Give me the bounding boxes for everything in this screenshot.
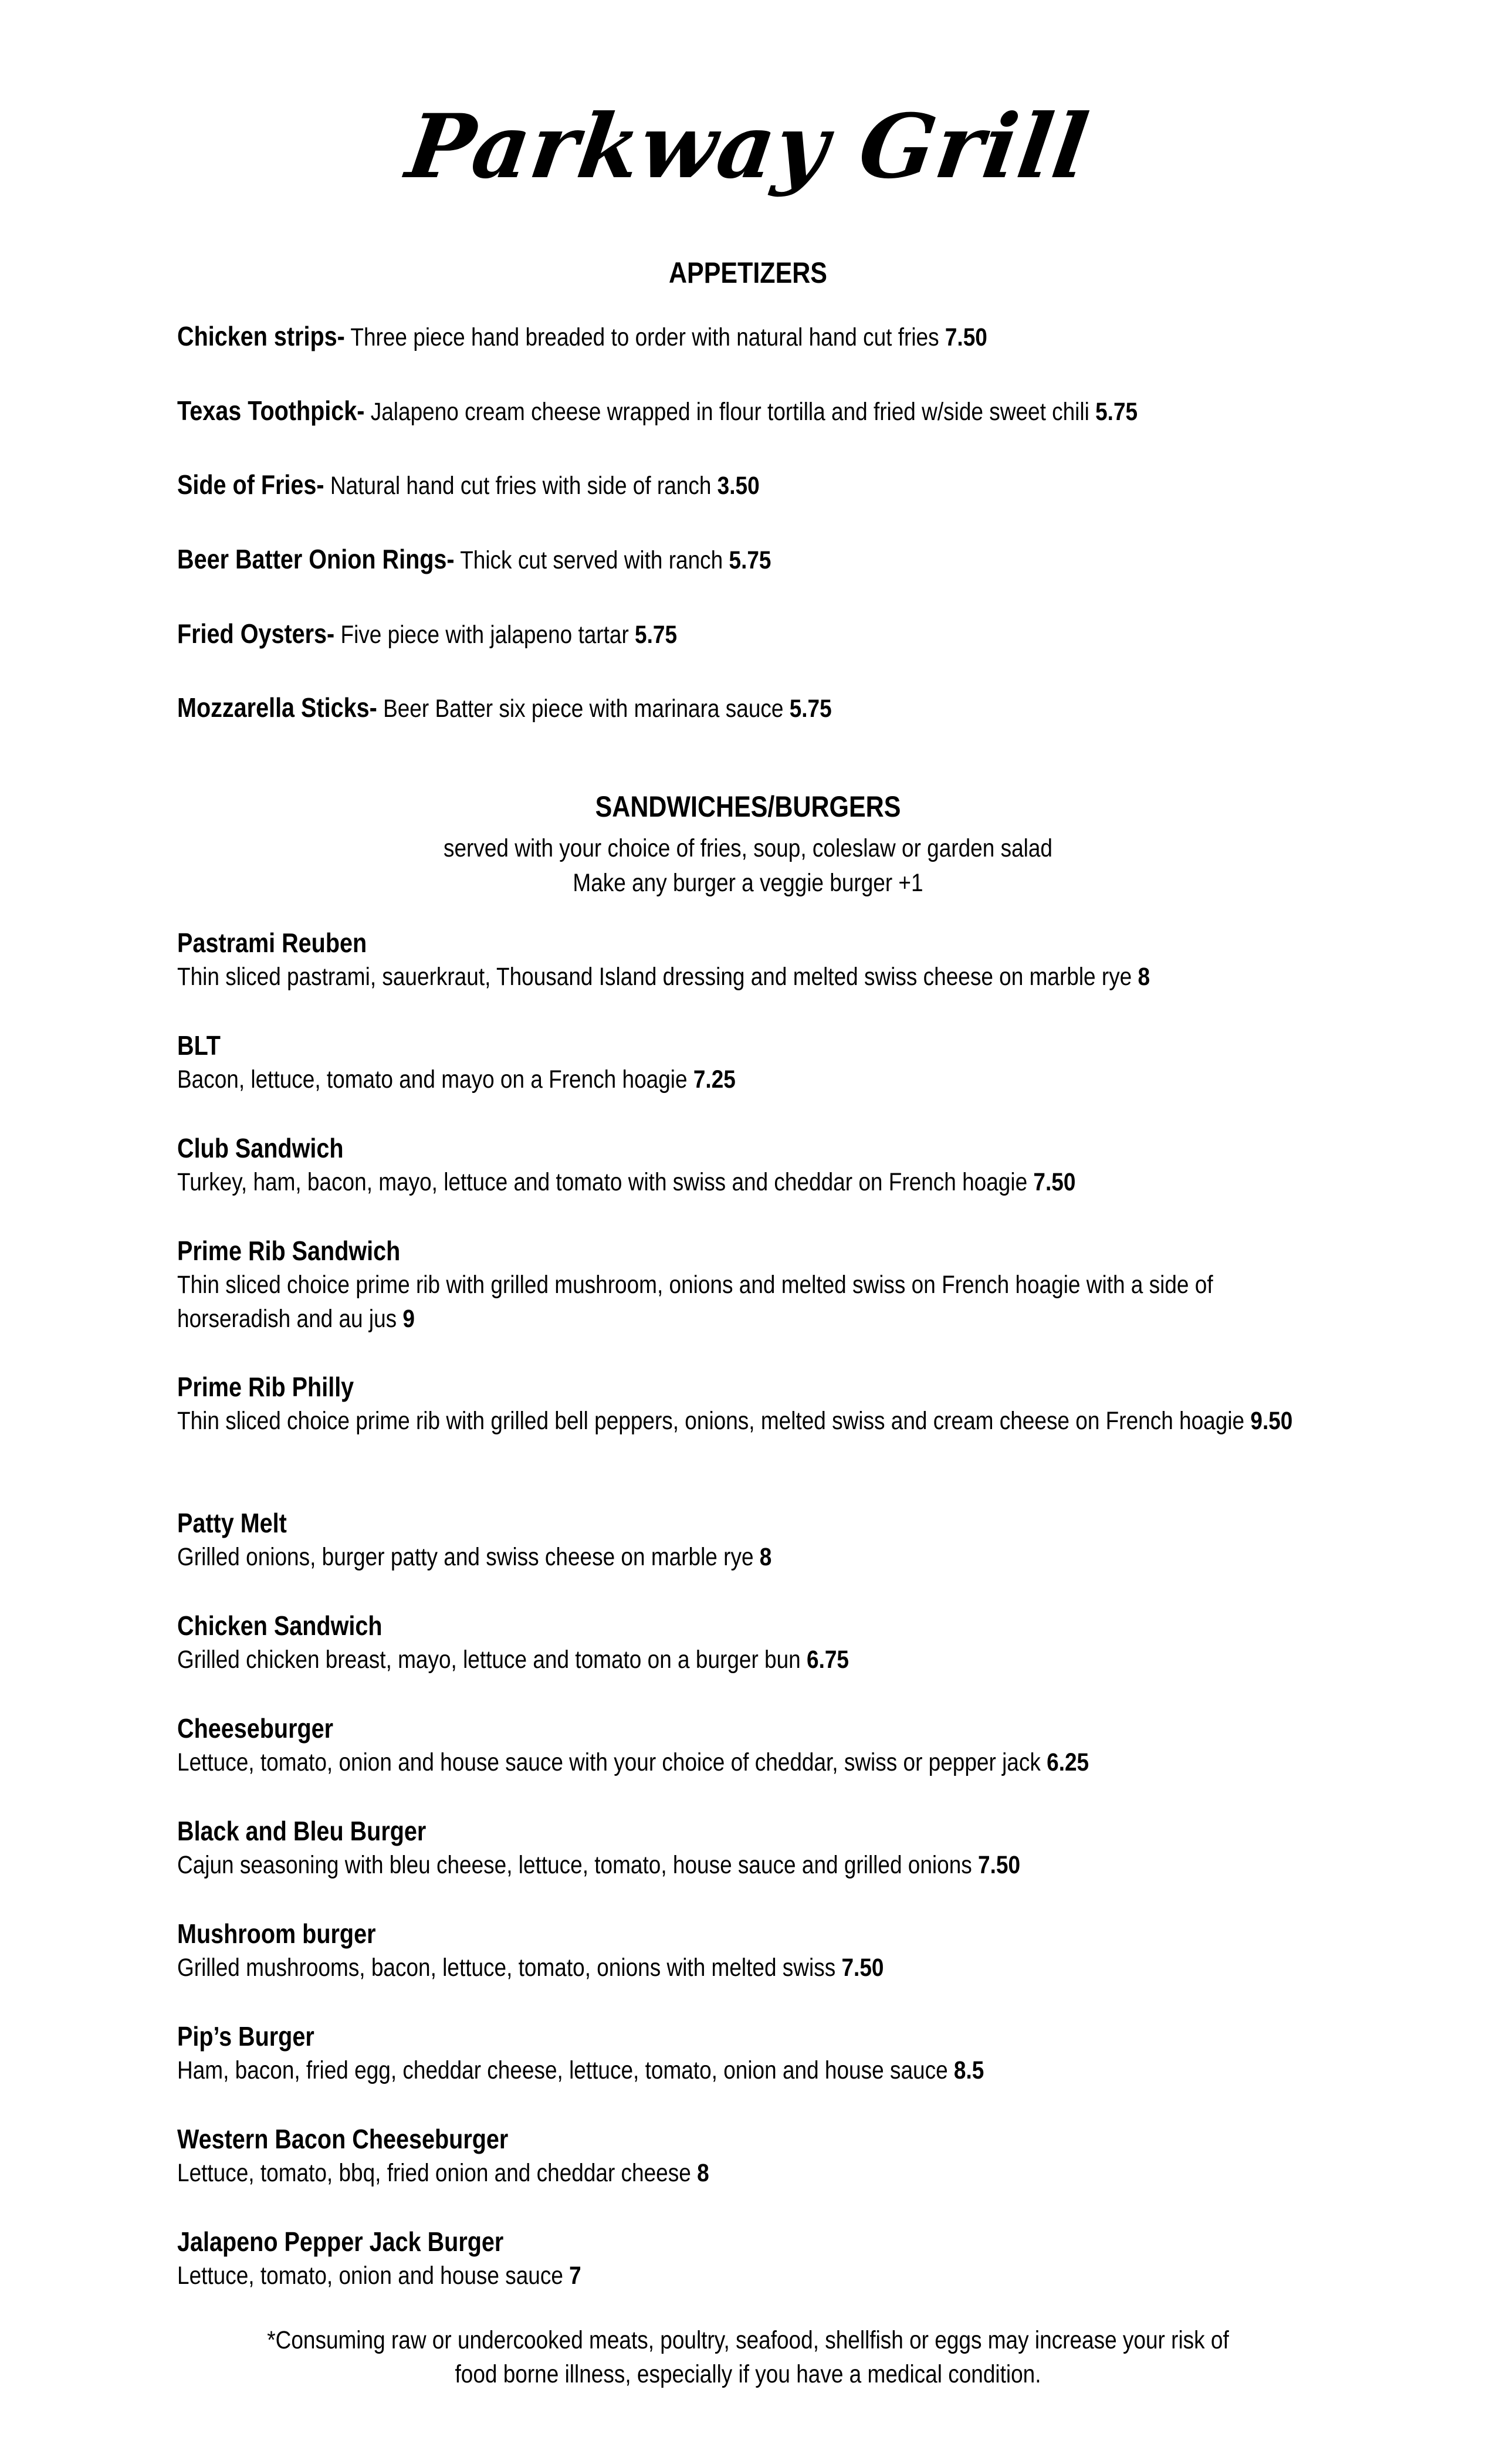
item-price: 8 bbox=[697, 2159, 709, 2187]
item-price: 8.5 bbox=[953, 2056, 984, 2084]
sandwich-item bbox=[177, 1131, 1307, 1199]
item-description: Lettuce, tomato, bbq, fried onion and cheddar cheese bbox=[177, 2159, 698, 2187]
item-description: Lettuce, tomato, onion and house sauce bbox=[177, 2262, 570, 2290]
item-price: 5.75 bbox=[1095, 398, 1138, 426]
sandwich-item bbox=[177, 2019, 1307, 2087]
sandwich-item bbox=[177, 1711, 1307, 1779]
item-description: Five piece with jalapeno tartar bbox=[334, 621, 635, 649]
appetizer-item bbox=[177, 394, 1138, 428]
restaurant-name: Parkway Grill bbox=[401, 95, 1095, 198]
sandwich-item bbox=[177, 1917, 1307, 1985]
appetizer-item bbox=[177, 691, 832, 725]
item-description: Thick cut served with ranch bbox=[454, 546, 729, 574]
item-description: Ham, bacon, fried egg, cheddar cheese, lettuce, tomato, onion and house sauce bbox=[177, 2056, 954, 2084]
item-description: Jalapeno cream cheese wrapped in flour tortilla and fried w/side sweet chili bbox=[364, 398, 1096, 426]
sandwiches-heading: SANDWICHES/BURGERS bbox=[595, 790, 901, 823]
item-price: 3.50 bbox=[717, 472, 760, 500]
sandwich-item bbox=[177, 1234, 1307, 1336]
item-name: Pip’s Burger bbox=[177, 2021, 314, 2052]
appetizers-heading: APPETIZERS bbox=[668, 256, 827, 289]
appetizer-item bbox=[177, 320, 987, 354]
sandwich-item bbox=[177, 926, 1307, 994]
disclaimer-line: food borne illness, especially if you have a medical condition. bbox=[455, 2360, 1041, 2388]
item-description: Beer Batter six piece with marinara sauce bbox=[377, 695, 790, 723]
item-name: Mozzarella Sticks- bbox=[177, 692, 377, 723]
sandwich-item bbox=[177, 1814, 1307, 1882]
item-description: Thin sliced choice prime rib with grilled mushroom, onions and melted swiss on French hoagie with a side of horseradish and au jus bbox=[177, 1271, 1213, 1333]
item-name: Jalapeno Pepper Jack Burger bbox=[177, 2226, 504, 2257]
item-description: Turkey, ham, bacon, mayo, lettuce and tomato with swiss and cheddar on French hoagie bbox=[177, 1168, 1034, 1196]
appetizer-item bbox=[177, 543, 771, 577]
item-price: 8 bbox=[759, 1543, 772, 1571]
item-price: 5.75 bbox=[635, 621, 678, 649]
item-description: Bacon, lettuce, tomato and mayo on a French hoagie bbox=[177, 1065, 693, 1094]
item-name: Prime Rib Sandwich bbox=[177, 1236, 401, 1266]
item-description: Grilled onions, burger patty and swiss cheese on marble rye bbox=[177, 1543, 760, 1571]
item-name: Black and Bleu Burger bbox=[177, 1816, 427, 1846]
item-price: 7.50 bbox=[841, 1954, 884, 1982]
item-name: Mushroom burger bbox=[177, 1918, 376, 1949]
item-description: Thin sliced pastrami, sauerkraut, Thousand Island dressing and melted swiss cheese on marble rye bbox=[177, 963, 1138, 991]
item-name: Chicken Sandwich bbox=[177, 1610, 383, 1641]
item-price: 8 bbox=[1138, 963, 1150, 991]
item-name: Fried Oysters- bbox=[177, 618, 335, 649]
item-description: Three piece hand breaded to order with natural hand cut fries bbox=[344, 323, 945, 351]
item-name: BLT bbox=[177, 1030, 221, 1061]
item-name: Western Bacon Cheeseburger bbox=[177, 2124, 509, 2154]
item-price: 6.25 bbox=[1047, 1748, 1089, 1776]
sandwich-item bbox=[177, 2122, 1307, 2190]
item-price: 9 bbox=[402, 1305, 415, 1333]
appetizer-item bbox=[177, 617, 677, 651]
item-name: Texas Toothpick- bbox=[177, 395, 365, 426]
item-name: Patty Melt bbox=[177, 1508, 287, 1538]
item-price: 5.75 bbox=[729, 546, 771, 574]
item-name: Club Sandwich bbox=[177, 1133, 344, 1163]
item-description: Natural hand cut fries with side of ranch bbox=[324, 472, 717, 500]
veggie-note: Make any burger a veggie burger +1 bbox=[573, 869, 923, 897]
item-name: Prime Rib Philly bbox=[177, 1372, 354, 1402]
item-price: 7.50 bbox=[945, 323, 987, 351]
item-description: Grilled mushrooms, bacon, lettuce, tomato, onions with melted swiss bbox=[177, 1954, 842, 1982]
item-price: 7.50 bbox=[978, 1851, 1021, 1879]
sandwich-item bbox=[177, 2225, 1307, 2293]
item-price: 7.25 bbox=[693, 1065, 736, 1094]
item-name: Chicken strips- bbox=[177, 321, 345, 351]
item-name: Beer Batter Onion Rings- bbox=[177, 544, 455, 574]
item-price: 6.75 bbox=[807, 1646, 849, 1674]
item-description: Thin sliced choice prime rib with grilled bell peppers, onions, melted swiss and cream cheese on French hoagie bbox=[177, 1407, 1251, 1435]
sandwich-item bbox=[177, 1370, 1307, 1438]
item-name: Pastrami Reuben bbox=[177, 928, 367, 958]
item-price: 7 bbox=[569, 2262, 581, 2290]
food-safety-disclaimer bbox=[105, 2323, 1392, 2391]
item-price: 5.75 bbox=[789, 695, 832, 723]
sandwich-item bbox=[177, 1609, 1307, 1677]
disclaimer-line: *Consuming raw or undercooked meats, poultry, seafood, shellfish or eggs may increase your risk of bbox=[267, 2326, 1229, 2354]
item-name: Cheeseburger bbox=[177, 1713, 334, 1744]
appetizer-item bbox=[177, 468, 760, 502]
sandwich-item bbox=[177, 1506, 1307, 1574]
item-description: Lettuce, tomato, onion and house sauce with your choice of cheddar, swiss or pepper jack bbox=[177, 1748, 1047, 1776]
item-price: 7.50 bbox=[1033, 1168, 1076, 1196]
sides-note: served with your choice of fries, soup, coleslaw or garden salad bbox=[443, 834, 1053, 862]
item-price: 9.50 bbox=[1250, 1407, 1293, 1435]
item-description: Cajun seasoning with bleu cheese, lettuce, tomato, house sauce and grilled onions bbox=[177, 1851, 979, 1879]
item-description: Grilled chicken breast, mayo, lettuce and tomato on a burger bun bbox=[177, 1646, 807, 1674]
sandwich-item bbox=[177, 1028, 1307, 1096]
item-name: Side of Fries- bbox=[177, 469, 324, 500]
